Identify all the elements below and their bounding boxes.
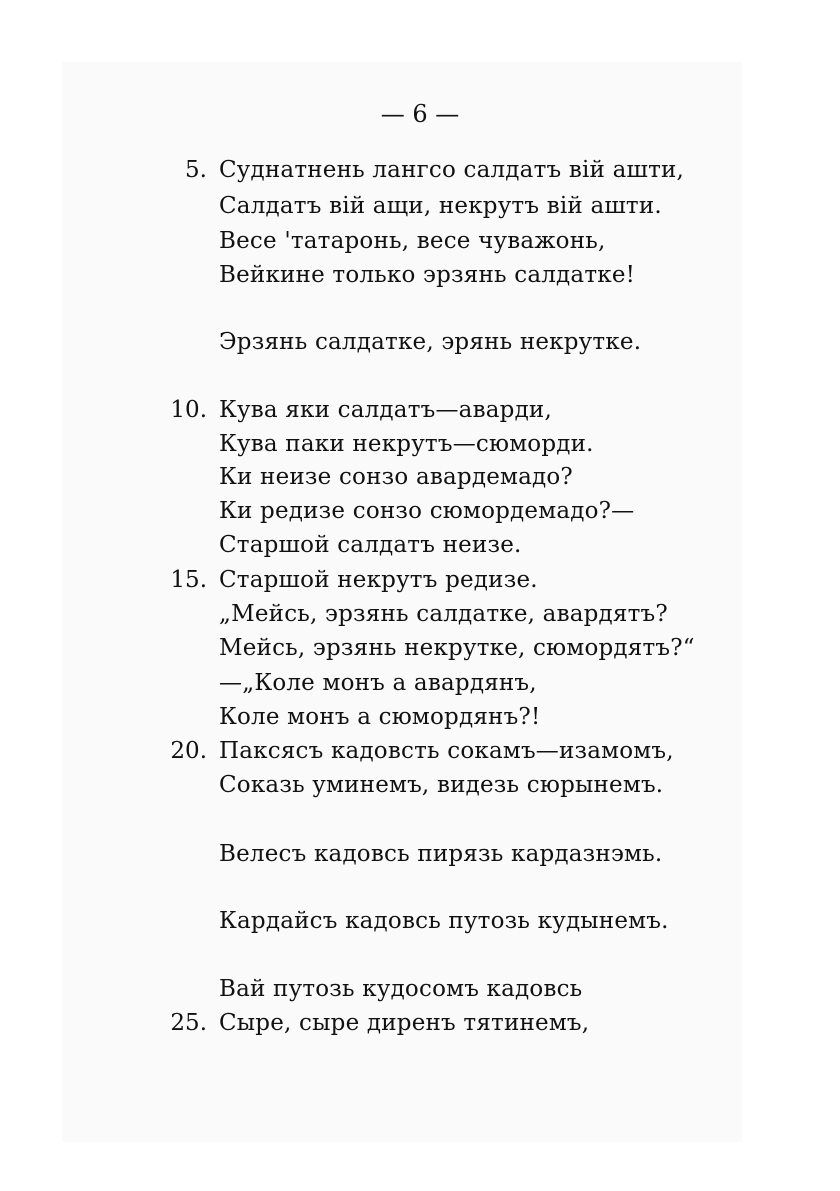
poem-line: Старшой салдатъ неизе. <box>219 532 522 558</box>
poem-line: —„Коле монъ а авардянъ, <box>219 670 537 696</box>
poem-line: Эрзянь салдатке, эрянь некрутке. <box>219 329 642 355</box>
poem-line: Коле монъ а сюмордянъ?! <box>219 704 541 730</box>
poem-line: Мейсь, эрзянь некрутке, сюмордятъ?“ <box>219 635 695 661</box>
page-number: — 6 — <box>380 100 460 128</box>
poem-line: Кува яки салдатъ—аварди, <box>219 397 552 423</box>
line-number: 10. <box>170 397 207 423</box>
poem-line: Вейкине только эрзянь салдатке! <box>219 262 636 288</box>
poem-line: Салдатъ вій ащи, некрутъ вій ашти. <box>219 193 662 219</box>
poem-line: „Мейсь, эрзянь салдатке, авардятъ? <box>219 601 668 627</box>
poem-line: Ки неизе сонзо авардемадо? <box>219 464 573 490</box>
poem-line: Старшой некрутъ редизе. <box>219 567 538 593</box>
line-number: 20. <box>170 738 207 764</box>
poem-line: Вай путозь кудосомъ кадовсь <box>219 976 583 1002</box>
poem-line: Ки редизе сонзо сюмордемадо?— <box>219 498 635 524</box>
poem-line: Кува паки некрутъ—сюморди. <box>219 431 594 457</box>
line-number: 5. <box>185 157 207 183</box>
poem-line: Паксясъ кадовсть сокамъ—изамомъ, <box>219 738 674 764</box>
poem-line: Сыре, сыре диренъ тятинемъ, <box>219 1010 590 1036</box>
poem-line: Весе 'татаронь, весе чуважонь, <box>219 228 606 254</box>
poem-line: Велесъ кадовсь пирязь кардазнэмь. <box>219 841 663 867</box>
poem-line: Соказь уминемъ, видезь сюрынемъ. <box>219 772 664 798</box>
line-number: 15. <box>170 567 207 593</box>
poem-line: Суднатнень лангсо салдатъ вій ашти, <box>219 157 685 183</box>
poem-line: Кардайсъ кадовсь путозь кудынемъ. <box>219 908 669 934</box>
line-number: 25. <box>170 1010 207 1036</box>
